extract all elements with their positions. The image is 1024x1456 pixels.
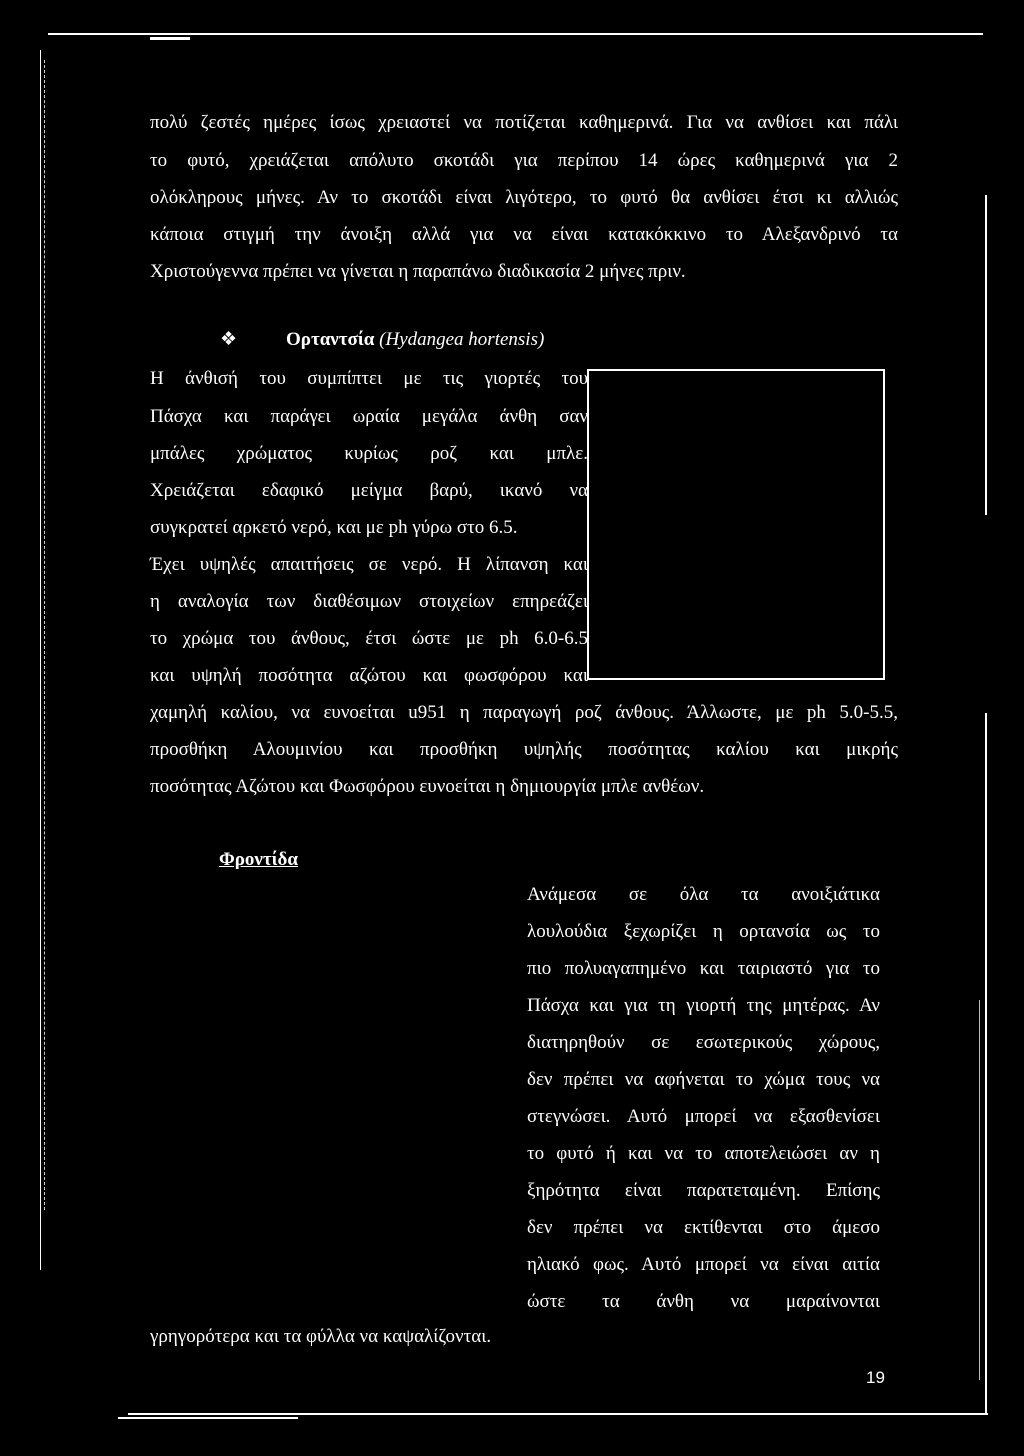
hydrangea-image [587, 369, 885, 680]
paragraph-line: το φυτό ή και να το αποτελειώσει αν η [527, 1143, 880, 1164]
paragraph-line: γρηγορότερα και τα φύλλα να καψαλίζονται. [150, 1326, 492, 1347]
paragraph-line: συγκρατεί αρκετό νερό, και με ph γύρω στο 6.5. [150, 517, 518, 538]
paragraph-line: Έχει υψηλές απαιτήσεις σε νερό. Η λίπανση και [150, 554, 588, 575]
scan-edge-right-upper [985, 195, 987, 515]
paragraph-line: στεγνώσει. Αυτό μπορεί να εξασθενίσει [527, 1106, 880, 1127]
paragraph-line: κάποια στιγμή την άνοιξη αλλά για να είναι κατακόκκινο το Αλεξανδρινό τα [150, 224, 898, 245]
scan-edge-top [48, 33, 983, 35]
paragraph-line: Πάσχα και για τη γιορτή της μητέρας. Αν [527, 995, 880, 1016]
scan-edge-bottom-mark [118, 1417, 298, 1419]
page-number: 19 [866, 1368, 885, 1387]
paragraph-line: χαμηλή καλίου, να ευνοείται u951 η παραγωγή ροζ άνθους. Άλλωστε, με ph 5.0-5.5, [150, 702, 898, 723]
scan-edge-top-mark [150, 37, 190, 40]
paragraph-line: δεν πρέπει να εκτίθενται στο άμεσο [527, 1217, 880, 1238]
plant-name: Ορταντσία [286, 329, 375, 350]
paragraph-line: λουλούδια ξεχωρίζει η ορτανσία ως το [527, 921, 880, 942]
paragraph-line: και υψηλή ποσότητα αζώτου και φωσφόρου και [150, 665, 588, 686]
paragraph-line: ηλιακό φως. Αυτό μπορεί να είναι αιτία [527, 1254, 880, 1275]
paragraph-line: ξηρότητα είναι παρατεταμένη. Επίσης [527, 1180, 880, 1201]
paragraph-line: προσθήκη Αλουμινίου και προσθήκη υψηλής ποσότητας καλίου και μικρής [150, 739, 898, 760]
paragraph-line: Ανάμεσα σε όλα τα ανοιξιάτικα [527, 884, 880, 905]
paragraph-line: η αναλογία των διαθέσιμων στοιχείων επηρεάζει [150, 591, 588, 612]
diamond-bullet-icon: ❖ [220, 329, 238, 350]
scan-edge-right-inner [979, 1000, 980, 1380]
scan-edge-left [40, 50, 41, 1270]
hydrangea-heading [220, 328, 544, 352]
paragraph-line: Πάσχα και παράγει ωραία μεγάλα άνθη σαν [150, 406, 588, 427]
paragraph-line: ολόκληρους μήνες. Αν το σκοτάδι είναι λιγότερο, το φυτό θα ανθίσει έτσι κι αλλιώς [150, 187, 898, 208]
plant-latin-name: (Hydangea hortensis) [379, 329, 545, 350]
paragraph-line: ώστε τα άνθη να μαραίνονται [527, 1291, 880, 1312]
paragraph-line: δεν πρέπει να αφήνεται το χώμα τους να [527, 1069, 880, 1090]
scan-edge-left-inner [44, 60, 45, 1210]
paragraph-line: το χρώμα του άνθους, έτσι ώστε με ph 6.0-6.5 [150, 628, 588, 649]
paragraph-line: διατηρηθούν σε εσωτερικούς χώρους, [527, 1032, 880, 1053]
paragraph-line: μπάλες χρώματος κυρίως ροζ και μπλε. [150, 443, 588, 464]
paragraph-line: πιο πολυαγαπημένο και ταιριαστό για το [527, 958, 880, 979]
paragraph-line: Χριστούγεννα πρέπει να γίνεται η παραπάνω διαδικασία 2 μήνες πριν. [150, 261, 686, 282]
paragraph-line: Χρειάζεται εδαφικό μείγμα βαρύ, ικανό να [150, 480, 588, 501]
paragraph-line: ποσότητας Αζώτου και Φωσφόρου ευνοείται η δημιουργία μπλε ανθέων. [150, 776, 705, 797]
paragraph-line: το φυτό, χρειάζεται απόλυτο σκοτάδι για περίπου 14 ώρες καθημερινά για 2 [150, 150, 898, 171]
paragraph-line: Η άνθισή του συμπίπτει με τις γιορτές του [150, 368, 588, 389]
care-section-title: Φροντίδα [219, 849, 299, 870]
scan-edge-right-lower [985, 713, 987, 1413]
paragraph-line: πολύ ζεστές ημέρες ίσως χρειαστεί να ποτίζεται καθημερινά. Για να ανθίσει και πάλι [150, 112, 898, 133]
scan-edge-bottom [128, 1413, 988, 1415]
